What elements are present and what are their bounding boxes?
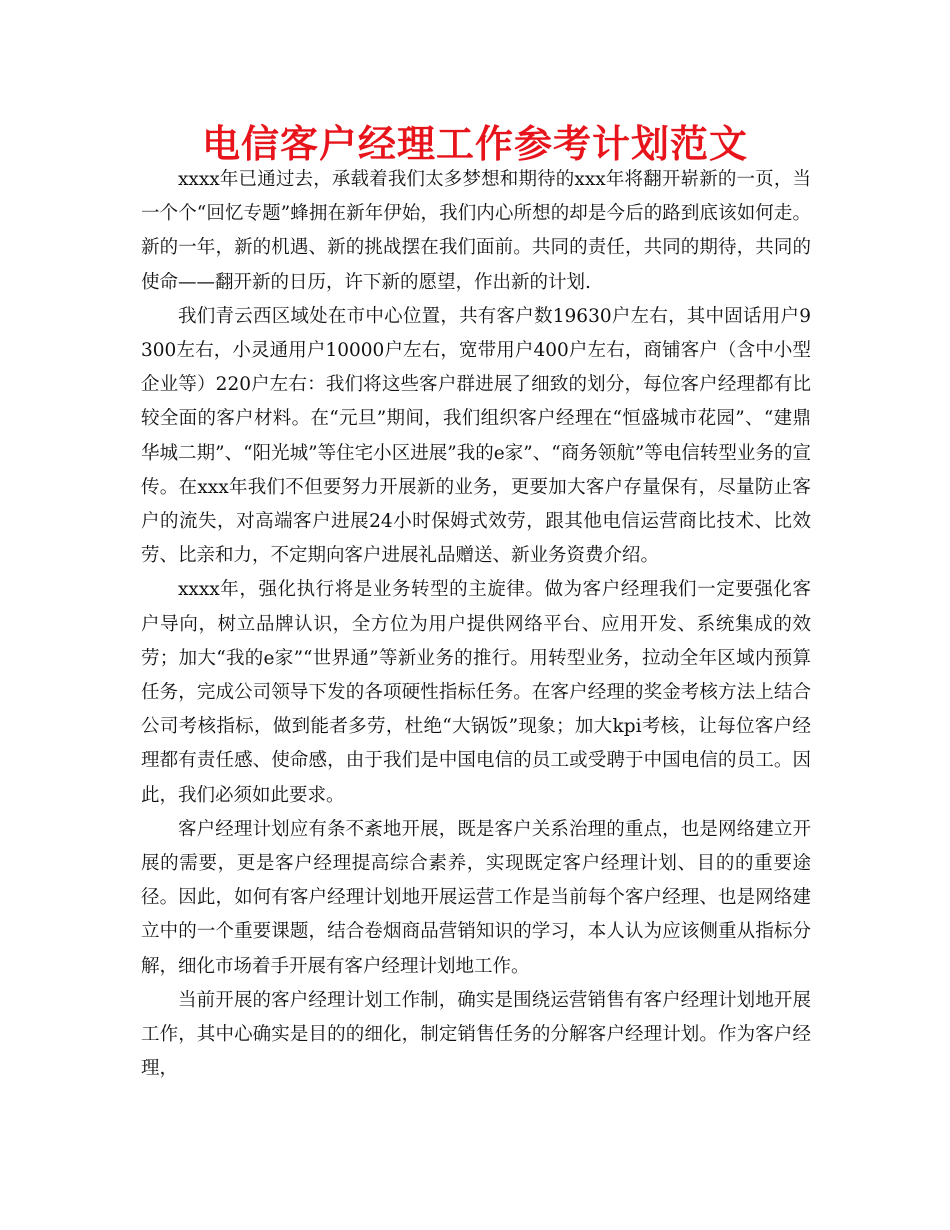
paragraph-4: 客户经理计划应有条不紊地开展，既是客户关系治理的重点，也是网络建立开展的需要，更是客户经理提高综合素养，实现既定客户经理计划、目的的重要途径。因此，如何有客户经理计划地开展运营工作是当前每个客户经理、也是网络建立中的一个重要课题，结合卷烟商品营销知识的学习，本人认为应该侧重从指标分解，细化市场着手开展有客户经理计划地工作。	[141, 818, 811, 977]
paragraph-2: 我们青云西区域处在市中心位置，共有客户数19630户左右，其中固话用户9300左右，小灵通用户10000户左右，宽带用户400户左右，商铺客户（含中小型企业等）220户左右：我们将这些客户群进展了细致的划分，每位客户经理都有比较全面的客户材料。在“元旦”期间，我们组织客户经理在“恒盛城市花园”、“建鼎华城二期”、“阳光城”等住宅小区进展”我的e家”、“商务领航”等电信转型业务的宣传。在xxx年我们不但要努力开展新的业务，更要加大客户存量保有，尽量防止客户的流失，对高端客户进展24小时保姆式效劳，跟其他电信运营商比技术、比效劳、比亲和力，不定期向客户进展礼品赠送、新业务资费介绍。	[141, 305, 811, 567]
paragraph-5: 当前开展的客户经理计划工作制，确实是围绕运营销售有客户经理计划地开展工作，其中心确实是目的的细化，制定销售任务的分解客户经理计划。作为客户经理，	[141, 989, 811, 1080]
paragraph-1: xxxx年已通过去，承载着我们太多梦想和期待的xxx年将翻开崭新的一页，当一个个“回忆专题”蜂拥在新年伊始，我们内心所想的却是今后的路到底该如何走。新的一年，新的机遇、新的挑战摆在我们面前。共同的责任，共同的期待，共同的使命——翻开新的日历，许下新的愿望，作出新的计划.	[141, 169, 811, 293]
document-body	[141, 163, 811, 1086]
document-title: 电信客户经理工作参考计划范文	[201, 122, 748, 166]
paragraph-3: xxxx年，强化执行将是业务转型的主旋律。做为客户经理我们一定要强化客户导向，树立品牌认识，全方位为用户提供网络平台、应用开发、系统集成的效劳；加大“我的e家”“世界通”等新业务的推行。用转型业务，拉动全年区域内预算任务，完成公司领导下发的各项硬性指标任务。在客户经理的奖金考核方法上结合公司考核指标，做到能者多劳，杜绝“大锅饭”现象；加大kpi考核，让每位客户经理都有责任感、使命感，由于我们是中国电信的员工或受聘于中国电信的员工。因此，我们必须如此要求。	[141, 579, 811, 806]
